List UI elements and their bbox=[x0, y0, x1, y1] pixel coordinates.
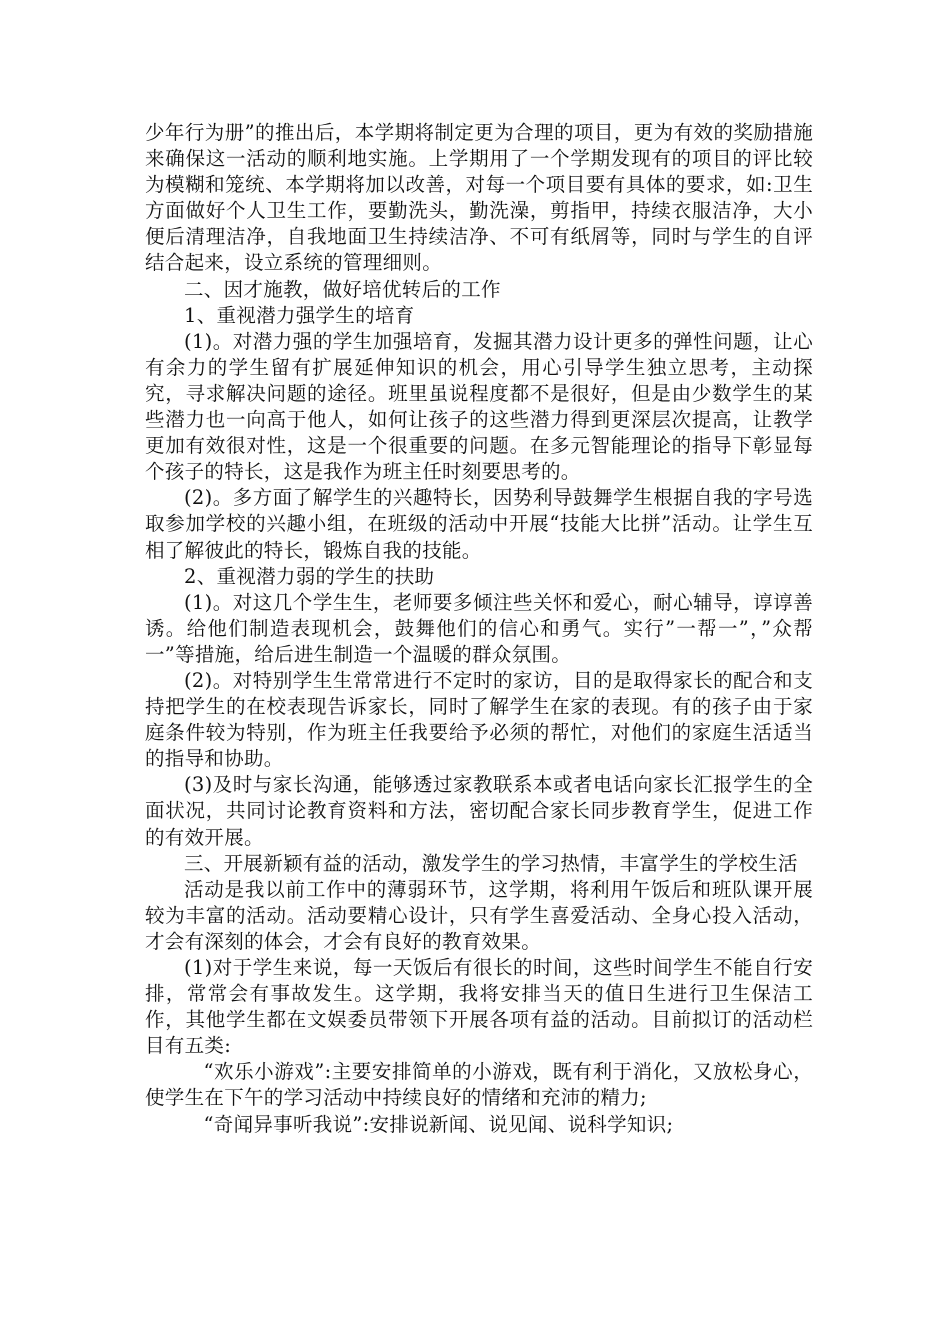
paragraph-strong-1: (1)。对潜力强的学生加强培育，发掘其潜力设计更多的弹性问题，让心有余力的学生留有扩展延伸知识的机会，用心引导学生独立思考，主动探究，寻求解决问题的途径。班里虽说程度都不是很好，但是由少数学生的某些潜力也一向高于他人，如何让孩子的这些潜力得到更深层次提高，让教学更加有效很对性，这是一个很重要的问题。在多元智能理论的指导下彰显每个孩子的特长，这是我作为班主任时刻要思考的。 bbox=[145, 329, 813, 484]
paragraph-activities-intro: 活动是我以前工作中的薄弱环节，这学期，将利用午饭后和班队课开展较为丰富的活动。活动要精心设计，只有学生喜爱活动、全身心投入活动，才会有深刻的体会，才会有良好的教育效果。 bbox=[145, 877, 813, 953]
paragraph-intro: 少年行为册”的推出后，本学期将制定更为合理的项目，更为有效的奖励措施来确保这一活动的顺利地实施。上学期用了一个学期发现有的项目的评比较为模糊和笼统、本学期将加以改善，对每一个项目要有具体的要求，如:卫生方面做好个人卫生工作，要勤洗头，勤洗澡，剪指甲，持续衣服洁净，大小便后清理洁净，自我地面卫生持续洁净、不可有纸屑等，同时与学生的自评结合起来，设立系统的管理细则。 bbox=[145, 121, 813, 275]
paragraph-weak-3: (3)及时与家长沟通，能够透过家教联系本或者电话向家长汇报学生的全面状况，共同讨论教育资料和方法，密切配合家长同步教育学生，促进工作的有效开展。 bbox=[145, 773, 813, 849]
heading-section-2: 二、因才施教，做好培优转后的工作 bbox=[184, 277, 501, 301]
paragraph-activities-1: (1)对于学生来说，每一天饭后有很长的时间，这些时间学生不能自行安排，常常会有事故发生。这学期，我将安排当天的值日生进行卫生保洁工作，其他学生都在文娱委员带领下开展各项有益的活动。目前拟订的活动栏目有五类: bbox=[145, 956, 813, 1058]
paragraph-activity-games: “欢乐小游戏”:主要安排简单的小游戏，既有利于消化，又放松身心，使学生在下午的学习活动中持续良好的情绪和充沛的精力; bbox=[145, 1060, 813, 1110]
paragraph-activity-news: “奇闻异事听我说”:安排说新闻、说见闻、说科学知识; bbox=[203, 1112, 674, 1136]
paragraph-weak-1: (1)。对这几个学生生，老师要多倾注些关怀和爱心，耐心辅导，谆谆善诱。给他们制造表现机会，鼓舞他们的信心和勇气。实行”一帮一”，”众帮一”等措施，给后进生制造一个温暖的群众氛围。 bbox=[145, 590, 813, 666]
subheading-weak-students: 2、重视潜力弱的学生的扶助 bbox=[184, 564, 435, 588]
heading-section-3: 三、开展新颖有益的活动，激发学生的学习热情，丰富学生的学校生活 bbox=[184, 851, 798, 875]
paragraph-weak-2: (2)。对特别学生生常常进行不定时的家访，目的是取得家长的配合和支持把学生的在校表现告诉家长，同时了解学生在家的表现。有的孩子由于家庭条件较为特别，作为班主任我要给予必须的帮忙，对他们的家庭生活适当的指导和协助。 bbox=[145, 668, 813, 771]
paragraph-strong-2: (2)。多方面了解学生的兴趣特长，因势利导鼓舞学生根据自我的字号选取参加学校的兴趣小组，在班级的活动中开展“技能大比拼”活动。让学生互相了解彼此的特长，锻炼自我的技能。 bbox=[145, 486, 813, 562]
subheading-strong-students: 1、重视潜力强学生的培育 bbox=[184, 303, 415, 327]
document-body bbox=[145, 120, 813, 1138]
